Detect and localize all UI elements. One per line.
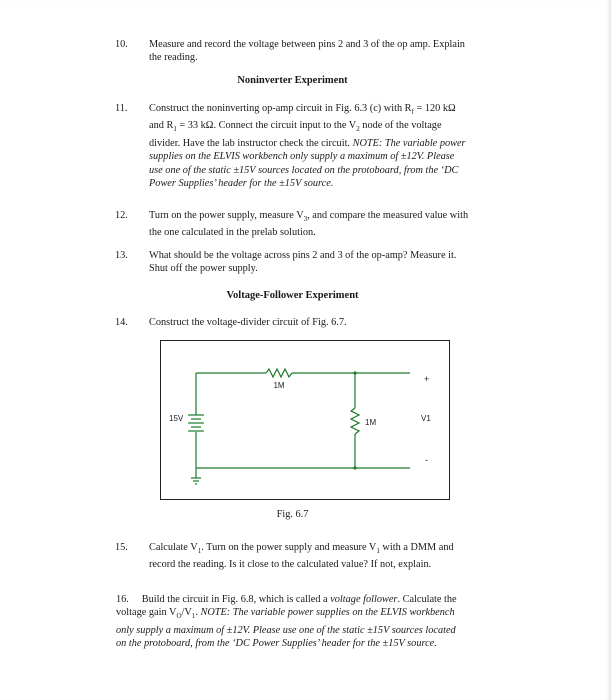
resistor-right-label: 1M	[365, 418, 377, 427]
step-number: 12.	[115, 210, 128, 221]
step-note: NOTE: The variable power supplies on the ELVIS workbench only supply a maximum of ±12V. Please use one of the static ±15V sources located on the protoboard, from the ‘DC Power Supplies’ header for the ±15V source.	[149, 137, 466, 190]
heading-voltage-follower: Voltage-Follower Experiment	[226, 290, 359, 301]
step-text: Construct the noninverting op-amp circuit in Fig. 6.3 (c) with $R_f = 120$ kΩ and $R_1 = 33$ kΩ. Connect the circuit input to the $V_2$ node of the voltage divider. Have the lab instructor check the circuit. NOTE: The variable power supplies on the ELVIS workbench only supply a maximum of ±12V. Please use one of the static ±15V sources located on the protoboard, from the ‘DC Power Supplies’ header for the ±15V source.	[149, 103, 466, 190]
output-label: V1	[421, 414, 431, 423]
step-text: What should be the voltage across pins 2 and 3 of the op-amp? Measure it. Shut off the power supply.	[149, 250, 457, 275]
step-number: 16.	[116, 594, 129, 605]
step-note: NOTE: The variable power supplies on the ELVIS workbench only supply a maximum of ±12V. Please use one of the static ±15V sources located on the protoboard, from the ‘DC Power Supplies’ header for the ±15V source.	[116, 607, 456, 650]
step-number: 10.	[115, 39, 128, 50]
resistor-top-label: 1M	[273, 381, 285, 390]
step-number: 15.	[115, 542, 128, 553]
step-number: 14.	[115, 317, 128, 328]
step-text: Measure and record the voltage between pins 2 and 3 of the op amp. Explain the reading.	[149, 39, 465, 64]
voltage-divider-circuit	[160, 340, 450, 500]
node-bottom	[353, 466, 356, 469]
figure-caption: Fig. 6.7	[276, 509, 309, 520]
minus-sign: -	[425, 455, 428, 465]
step-16: 16. Build the circuit in Fig. 6.8, which is called a voltage follower. Calculate the voltage gain $V_O/V_1$. NOTE: The variable power supplies on the ELVIS workbench only supply a maximum of ±12V. Please use one of the static ±15V sources located on the protoboard, from the ‘DC Power Supplies’ header for the ±15V source.	[116, 594, 457, 650]
step-text: Turn on the power supply, measure $V_3$, and compare the measured value with the one calculated in the prelab solution.	[149, 210, 469, 239]
step-number: 13.	[115, 250, 128, 261]
step-text: Construct the voltage-divider circuit of Fig. 6.7.	[149, 317, 347, 328]
source-label: 15V	[169, 414, 184, 423]
node-top	[353, 371, 356, 374]
plus-sign: +	[424, 374, 430, 384]
heading-noninverter: Noninverter Experiment	[237, 75, 348, 86]
step-text: Calculate $V_1$. Turn on the power supply and measure $V_1$ with a DMM and record the reading. Is it close to the calculated value? If not, explain.	[149, 542, 454, 571]
step-number: 11.	[115, 103, 128, 114]
